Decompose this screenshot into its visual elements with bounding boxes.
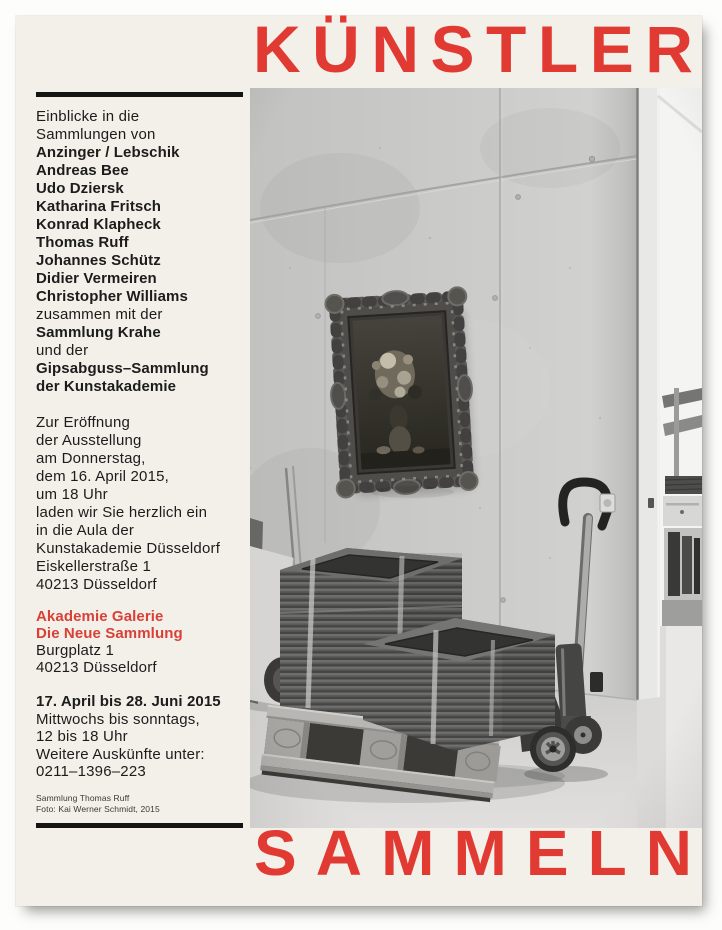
artist-list-line: Johannes Schütz [36, 252, 161, 269]
headline-sammeln: S A M M E L N [254, 817, 692, 889]
dates-hours-block [36, 693, 248, 781]
photo-vignette [250, 88, 702, 828]
invitation-line: Kunstakademie Düsseldorf [36, 540, 221, 557]
invitation-line: laden wir Sie herzlich ein [36, 504, 208, 521]
artist-list-line: Gipsabguss–Sammlung [36, 360, 209, 377]
artist-list-line: Sammlung Krahe [36, 324, 161, 341]
artist-list-line: Udo Dziersk [36, 180, 124, 197]
artist-list-line: Didier Vermeiren [36, 270, 157, 287]
invitation-line: Zur Eröffnung [36, 414, 131, 431]
artist-list-line: der Kunstakademie [36, 378, 177, 395]
artist-list-line: Katharina Fritsch [36, 198, 162, 215]
address-line: 40213 Düsseldorf [36, 659, 157, 676]
dates-line: 12 bis 18 Uhr [36, 728, 128, 745]
invitation-line: der Ausstellung [36, 432, 142, 449]
artist-list-line: Einblicke in die [36, 108, 140, 125]
invitation-line: Eiskellerstraße 1 [36, 558, 152, 575]
invitation-line: um 18 Uhr [36, 486, 108, 503]
invitation-line: in die Aula der [36, 522, 135, 539]
dates-line: Weitere Auskünfte unter: [36, 745, 205, 763]
address-line: Akademie Galerie [36, 608, 164, 625]
invitation-line: dem 16. April 2015, [36, 468, 170, 485]
address-line: Die Neue Sammlung [36, 625, 183, 642]
exhibition-poster [16, 12, 702, 906]
artist-list-line: Thomas Ruff [36, 234, 129, 251]
artist-list-line: Christopher Williams [36, 288, 188, 305]
invitation-line: am Donnerstag, [36, 450, 146, 467]
exhibition-photo [250, 88, 702, 828]
dates-line: Mittwochs bis sonntags, [36, 710, 200, 728]
headline-kuenstler: K Ü N S T L E R [253, 12, 693, 86]
intro-and-artist-list [36, 108, 248, 396]
photo-credit [36, 793, 248, 814]
bottom-divider-rule [36, 823, 243, 828]
credit-line: Sammlung Thomas Ruff [36, 793, 130, 803]
artist-list-line: Anzinger / Lebschik [36, 144, 180, 161]
top-divider-rule [36, 92, 243, 97]
artist-list-line: und der [36, 342, 89, 359]
credit-line: Foto: Kai Werner Schmidt, 2015 [36, 803, 160, 814]
dates-line: 17. April bis 28. Juni 2015 [36, 693, 221, 710]
artist-list-line: Konrad Klapheck [36, 216, 161, 233]
address-line: Burgplatz 1 [36, 642, 115, 659]
artist-list-line: zusammen mit der [36, 306, 163, 323]
artist-list-line: Andreas Bee [36, 162, 129, 179]
invitation-line: 40213 Düsseldorf [36, 576, 157, 593]
artist-list-line: Sammlungen von [36, 126, 156, 143]
dates-line: 0211–1396–223 [36, 763, 146, 780]
gallery-address-block [36, 608, 248, 676]
opening-invitation-block [36, 414, 248, 594]
